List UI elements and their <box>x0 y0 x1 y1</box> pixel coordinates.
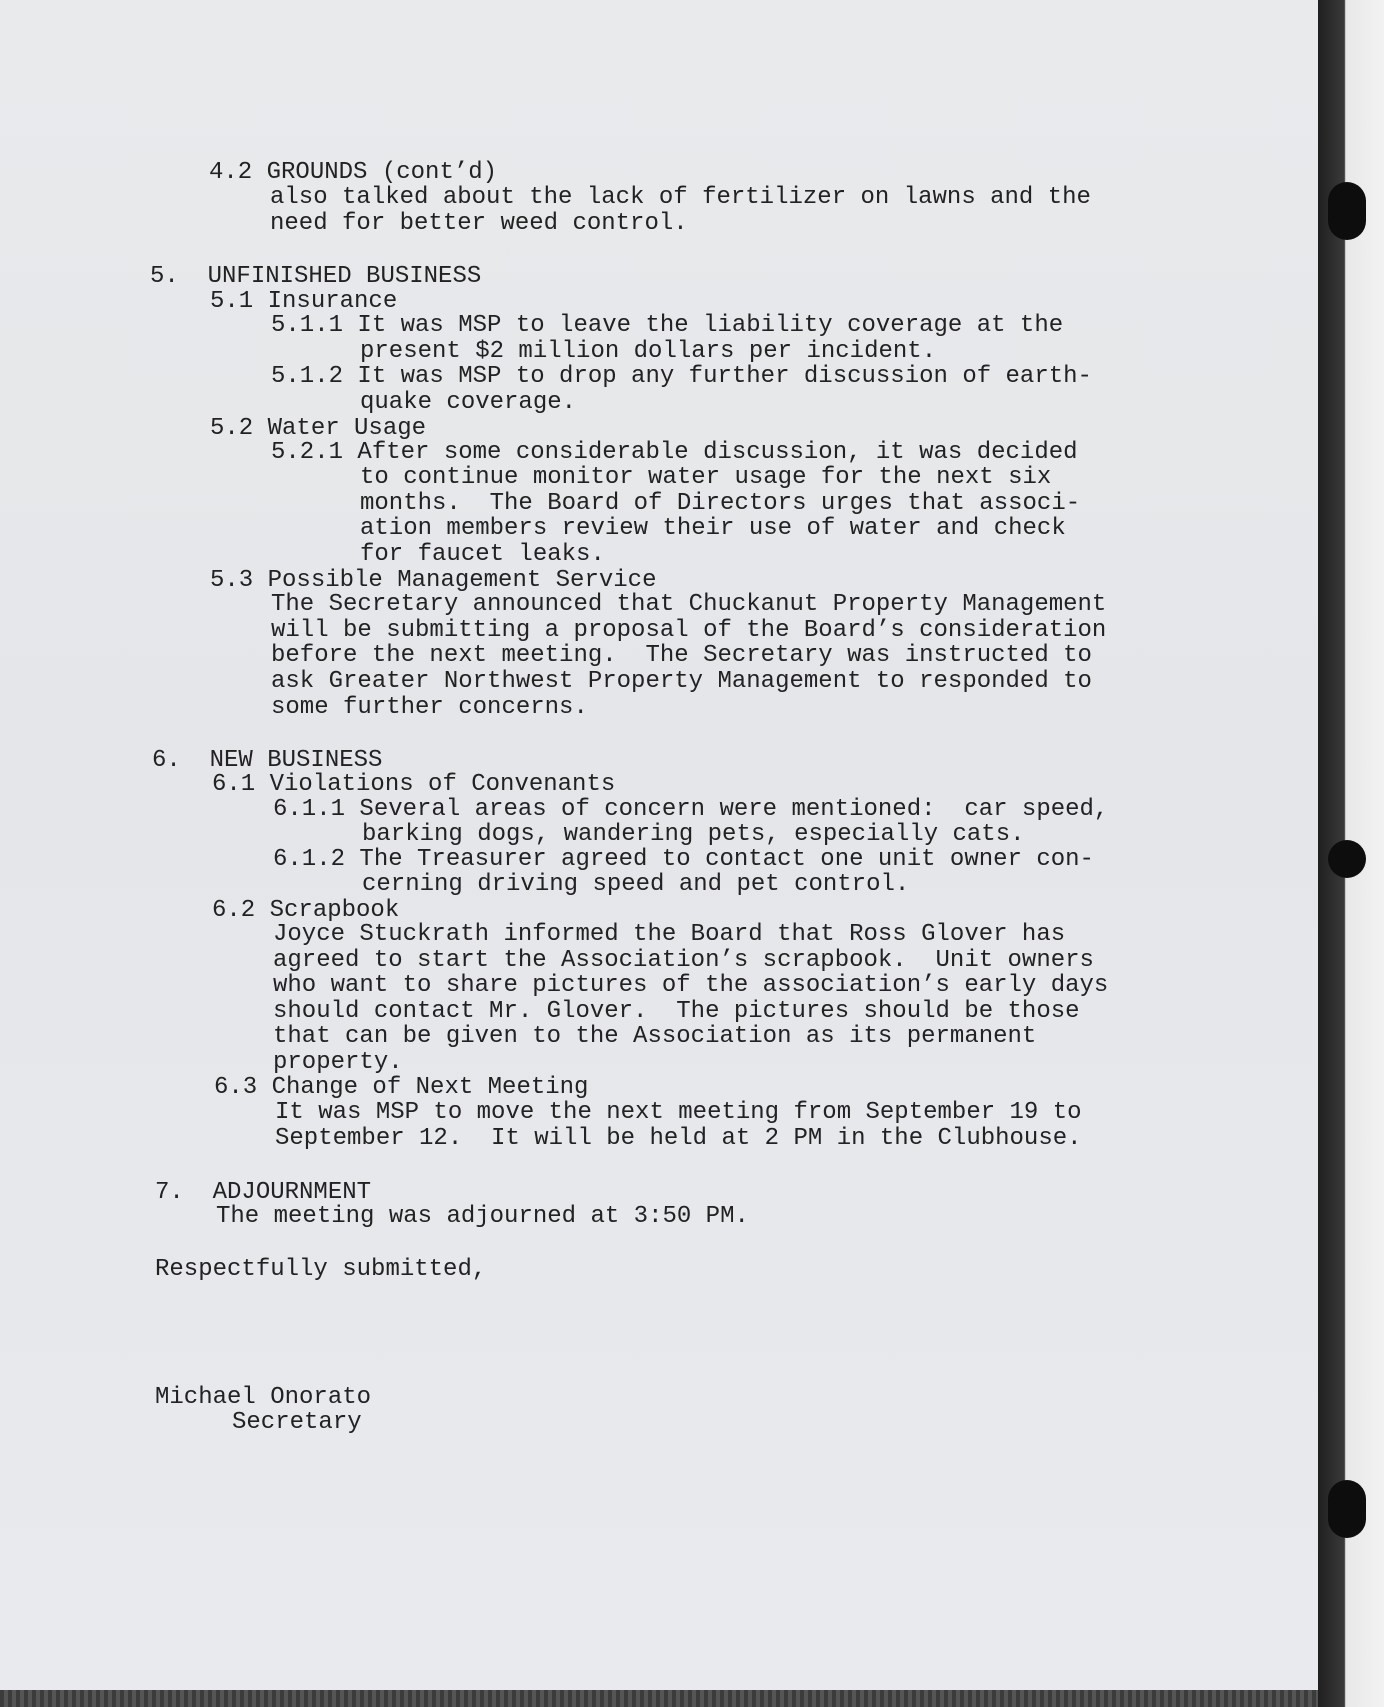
subsection-heading: 5.1 Insurance <box>210 288 398 315</box>
body-line: 6.1.2 The Treasurer agreed to contact one unit owner con- <box>273 846 1094 873</box>
subsection-heading: 5.2 Water Usage <box>210 415 427 442</box>
body-line: agreed to start the Association’s scrapbook. Unit owners <box>273 947 1094 974</box>
punch-hole-middle <box>1328 840 1366 878</box>
body-line: some further concerns. <box>271 694 588 721</box>
subsection-heading: 6.1 Violations of Convenants <box>212 771 616 798</box>
body-line: who want to share pictures of the association’s early days <box>273 972 1109 999</box>
subsection-heading: 6.2 Scrapbook <box>212 897 400 924</box>
body-line: 5.1.1 It was MSP to leave the liability coverage at the <box>271 312 1064 339</box>
section-heading: 5. UNFINISHED BUSINESS <box>150 263 482 290</box>
body-line: will be submitting a proposal of the Board’s consideration <box>271 617 1107 644</box>
body-line: for faucet leaks. <box>360 541 605 568</box>
punch-hole-bottom <box>1328 1480 1366 1538</box>
body-line: quake coverage. <box>360 389 577 416</box>
body-line: The meeting was adjourned at 3:50 PM. <box>216 1203 749 1230</box>
body-line: property. <box>273 1049 403 1076</box>
sheet-protector-edge <box>1318 0 1384 1707</box>
body-line: should contact Mr. Glover. The pictures should be those <box>273 998 1080 1025</box>
closing-line: Respectfully submitted, <box>155 1256 487 1283</box>
section-heading: 4.2 GROUNDS (cont’d) <box>209 159 498 186</box>
body-line: ask Greater Northwest Property Management to responded to <box>271 668 1092 695</box>
body-line: before the next meeting. The Secretary was instructed to <box>271 642 1092 669</box>
body-line: present $2 million dollars per incident. <box>360 338 937 365</box>
body-line: need for better weed control. <box>270 210 688 237</box>
body-line: 5.1.2 It was MSP to drop any further discussion of earth- <box>271 363 1092 390</box>
subsection-heading: 6.3 Change of Next Meeting <box>214 1074 589 1101</box>
body-line: to continue monitor water usage for the next six <box>360 464 1052 491</box>
body-line: also talked about the lack of fertilizer on lawns and the <box>270 184 1091 211</box>
body-line: ation members review their use of water and check <box>360 515 1066 542</box>
body-line: 5.2.1 After some considerable discussion, it was decided <box>271 439 1078 466</box>
body-line: It was MSP to move the next meeting from September 19 to <box>275 1099 1082 1126</box>
body-line: Joyce Stuckrath informed the Board that Ross Glover has <box>273 921 1066 948</box>
section-heading: 6. NEW BUSINESS <box>152 747 383 774</box>
binder-bottom-edge <box>0 1690 1318 1707</box>
punch-hole-top <box>1328 182 1366 240</box>
body-line: The Secretary announced that Chuckanut Property Management <box>271 591 1107 618</box>
body-line: barking dogs, wandering pets, especially cats. <box>362 821 1025 848</box>
body-line: cerning driving speed and pet control. <box>362 871 910 898</box>
subsection-heading: 5.3 Possible Management Service <box>210 567 657 594</box>
body-line: months. The Board of Directors urges that associ- <box>360 490 1081 517</box>
signature-title: Secretary <box>232 1409 362 1436</box>
section-heading: 7. ADJOURNMENT <box>155 1179 372 1206</box>
body-line: 6.1.1 Several areas of concern were mentioned: car speed, <box>273 796 1109 823</box>
body-line: that can be given to the Association as its permanent <box>273 1023 1037 1050</box>
body-line: September 12. It will be held at 2 PM in the Clubhouse. <box>275 1125 1082 1152</box>
signature-name: Michael Onorato <box>155 1384 372 1411</box>
